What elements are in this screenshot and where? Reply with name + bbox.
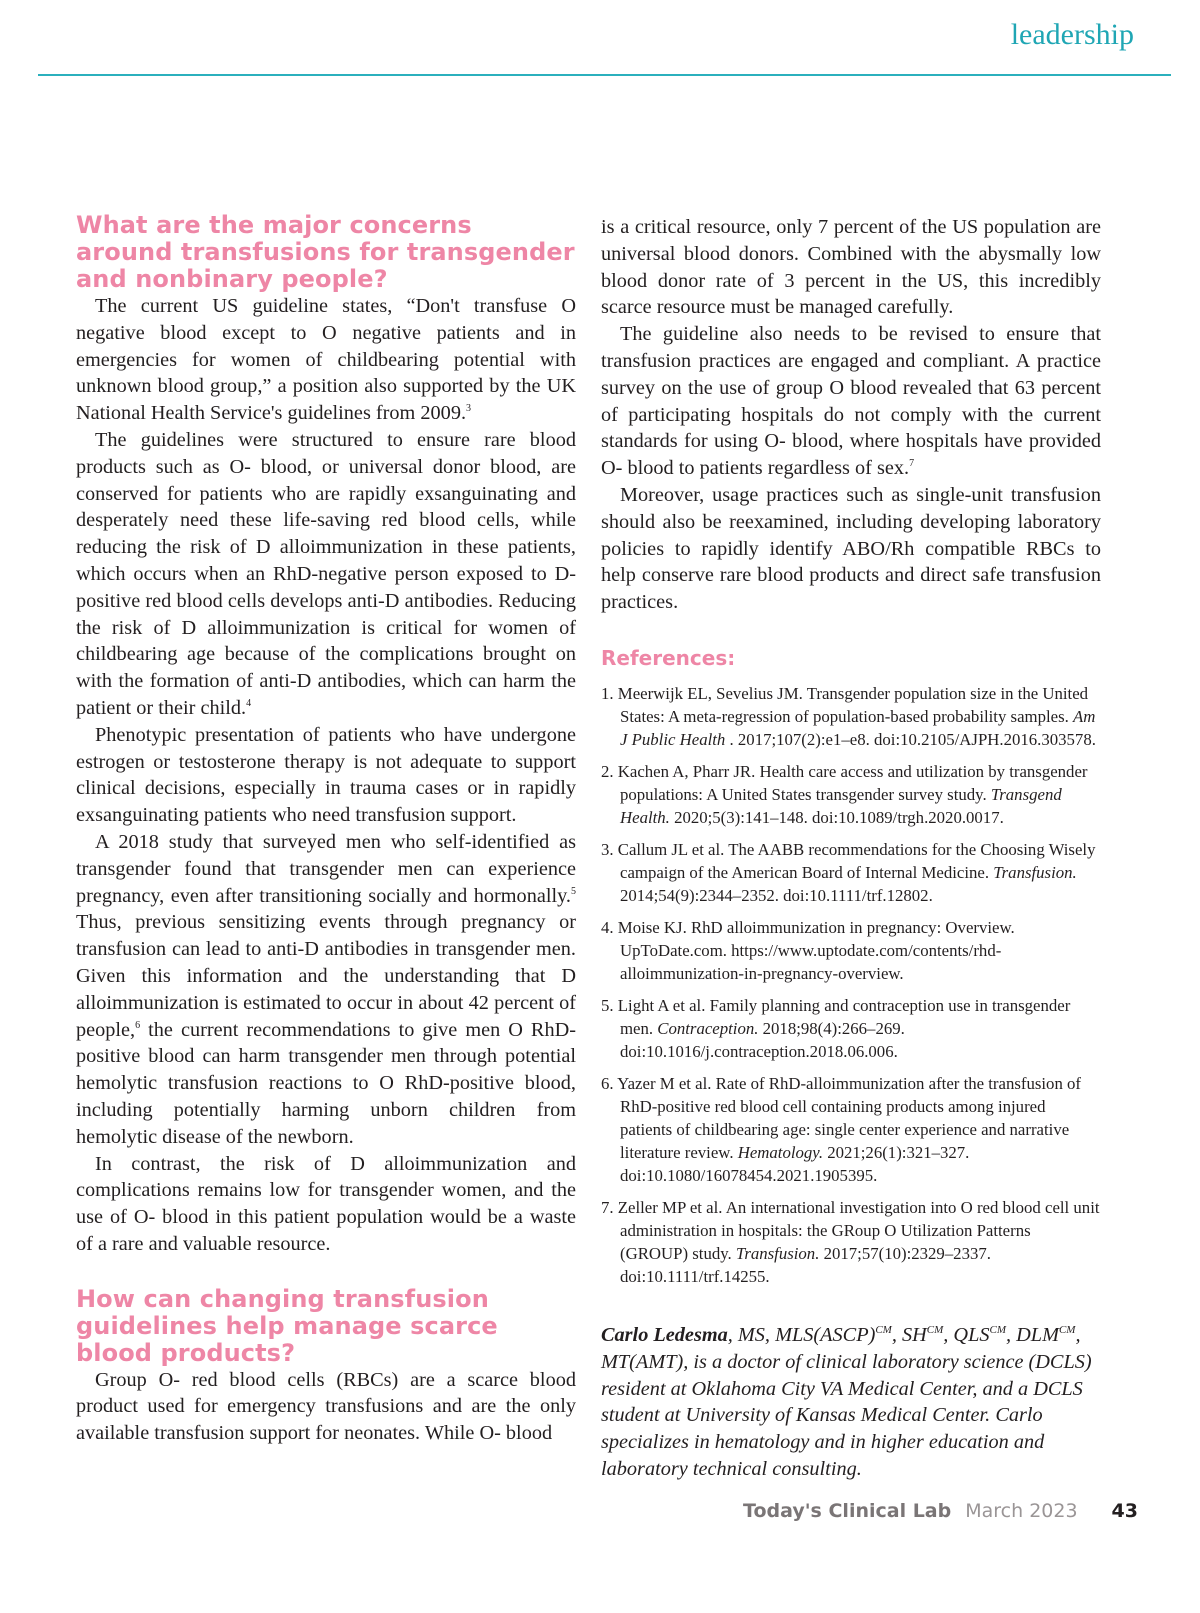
reference-item: 4. Moise KJ. RhD alloimmunization in pregnancy: Overview. UpToDate.com. https://www.uptodate.com/contents/rhd-alloimmunization-in-pregnancy-overview. — [601, 917, 1015, 983]
references-list — [601, 682, 1101, 1288]
author-bio: Carlo Ledesma, MS, MLS(ASCP)$^{CM}$, $SH^{CM}$, $QLS^{CM}$, $DLM^{CM}$, MT(AMT), is a doctor of clinical laboratory science (DCLS) resident at Oklahoma City VA Medical Center, and a DCLS student at University of Kansas Medical Center. Carlo specializes in hematology and in higher education and laboratory technical consulting. — [601, 1323, 1092, 1480]
header-rule — [38, 74, 1171, 76]
footnote-ref: 7 — [909, 458, 915, 470]
body-paragraph: Group O- red blood cells (RBCs) are a scarce blood product used for emergency transfusions and are the only available transfusion support for neonates. While O- blood — [76, 1368, 576, 1445]
heading-transfusion-concerns: What are the major concerns around transfusions for transgender and nonbinary people? — [76, 211, 575, 293]
body-paragraph: In contrast, the risk of D alloimmunization and complications remains low for transgender women, and the use of O- blood in this patient population would be a waste of a rare and valuable resource. — [76, 1152, 576, 1255]
reference-item: 5. Light A et al. Family planning and contraception use in transgender men. Contraception. 2018;98(4):266–269. doi:10.1016/j.contraception.2018.06.006. — [601, 995, 1071, 1061]
reference-item: 2. Kachen A, Pharr JR. Health care access and utilization by transgender populations: A United States transgender survey study. Transgend Health. 2020;5(3):141–148. doi:10.1089/trgh.2020.0017. — [601, 761, 1088, 827]
footnote-ref: 4 — [246, 698, 252, 710]
heading-changing-guidelines: How can changing transfusion guidelines help manage scarce blood products? — [76, 1284, 498, 1367]
body-paragraph-continued: is a critical resource, only 7 percent of the US population are universal blood donors. Combined with the abysmally low blood donor rate of 3 percent in the US, this incredibly scarce resource must be managed carefully. — [601, 216, 1101, 319]
footnote-ref: 3 — [466, 403, 472, 415]
magazine-name: Today's Clinical Lab — [743, 1500, 952, 1522]
section-label: leadership — [1010, 18, 1134, 51]
reference-item: 7. Zeller MP et al. An international investigation into O red blood cell unit administration in hospitals: the GRoup O Utilization Patterns (GROUP) study. Transfusion. 2017;57(10):2329–2337. doi:10.1111/trf.14255. — [601, 1197, 1100, 1286]
body-paragraph: Phenotypic presentation of patients who have undergone estrogen or testosterone therapy is not adequate to support clinical decisions, especially in trauma cases or in rapidly exsanguinating patients who need transfusion support. — [76, 723, 576, 827]
reference-item: 3. Callum JL et al. The AABB recommendations for the Choosing Wisely campaign of the American Board of Internal Medicine. Transfusion. 2014;54(9):2344–2352. doi:10.1111/trf.12802. — [601, 839, 1096, 905]
author-name: Carlo Ledesma — [601, 1323, 728, 1346]
left-column — [76, 212, 576, 1447]
body-paragraph: A 2018 study that surveyed men who self-identified as transgender found that transgender men can experience pregnancy, even after transitioning socially and hormonally.$^5$ Thus, previous sensitizing events through pregnancy or transfusion can lead to anti-D antibodies in transgender men. Given this information and the understanding that D alloimmunization is estimated to occur in about 42 percent of people,$^6$ the current recommendations to give men O RhD-positive blood can harm transgender men through potential hemolytic transfusion reactions to O RhD-positive blood, including potentially harming unborn children from hemolytic disease of the newborn. — [76, 830, 576, 1148]
page-footer — [743, 1500, 1138, 1522]
reference-item: 6. Yazer M et al. Rate of RhD-alloimmunization after the transfusion of RhD-positive red blood cell containing products among injured patients of childbearing age: single center experience and narrative literature review. Hematology. 2021;26(1):321–327. doi:10.1080/16078454.2021.1905395. — [601, 1073, 1082, 1185]
reference-item: 1. Meerwijk EL, Sevelius JM. Transgender population size in the United States: A meta-regression of population-based probability samples. Am J Public Health . 2017;107(2):e1–e8. doi:10.2105/AJPH.2016.303578. — [601, 683, 1096, 749]
body-paragraph: Moreover, usage practices such as single-unit transfusion should also be reexamined, including developing laboratory policies to rapidly identify ABO/Rh compatible RBCs to help conserve rare blood products and direct safe transfusion practices. — [601, 483, 1101, 614]
footnote-ref: 6 — [135, 1019, 141, 1031]
body-paragraph: The current US guideline states, “Don't transfuse O negative blood except to O negative patients and in emergencies for women of childbearing potential with unknown blood group,” a position also supported by the UK National Health Service's guidelines from 2009.$^3$ — [76, 295, 576, 425]
footnote-ref: 5 — [571, 885, 576, 897]
references-heading: References: — [601, 645, 736, 670]
page-number: 43 — [1111, 1500, 1138, 1522]
body-paragraph: The guideline also needs to be revised to ensure that transfusion practices are engaged and compliant. A practice survey on the use of group O blood revealed that 63 percent of participating hospitals do not comply with the current standards for using O- blood, where hospitals have provided O- blood to patients regardless of sex.$^7$ — [601, 323, 1101, 480]
issue-date: March 2023 — [965, 1500, 1078, 1522]
body-paragraph: The guidelines were structured to ensure rare blood products such as O- blood, or universal donor blood, are conserved for patients who are rapidly exsanguinating and desperately need these life-saving red blood cells, while reducing the risk of D alloimmunization in these patients, which occurs when an RhD-negative person exposed to D-positive red blood cells develops anti-D antibodies. Reducing the risk of D alloimmunization is critical for women of childbearing age because of the complications brought on with the formation of anti-D antibodies, which can harm the patient or their child.$^4$ — [76, 428, 576, 719]
right-column — [601, 214, 1101, 1483]
